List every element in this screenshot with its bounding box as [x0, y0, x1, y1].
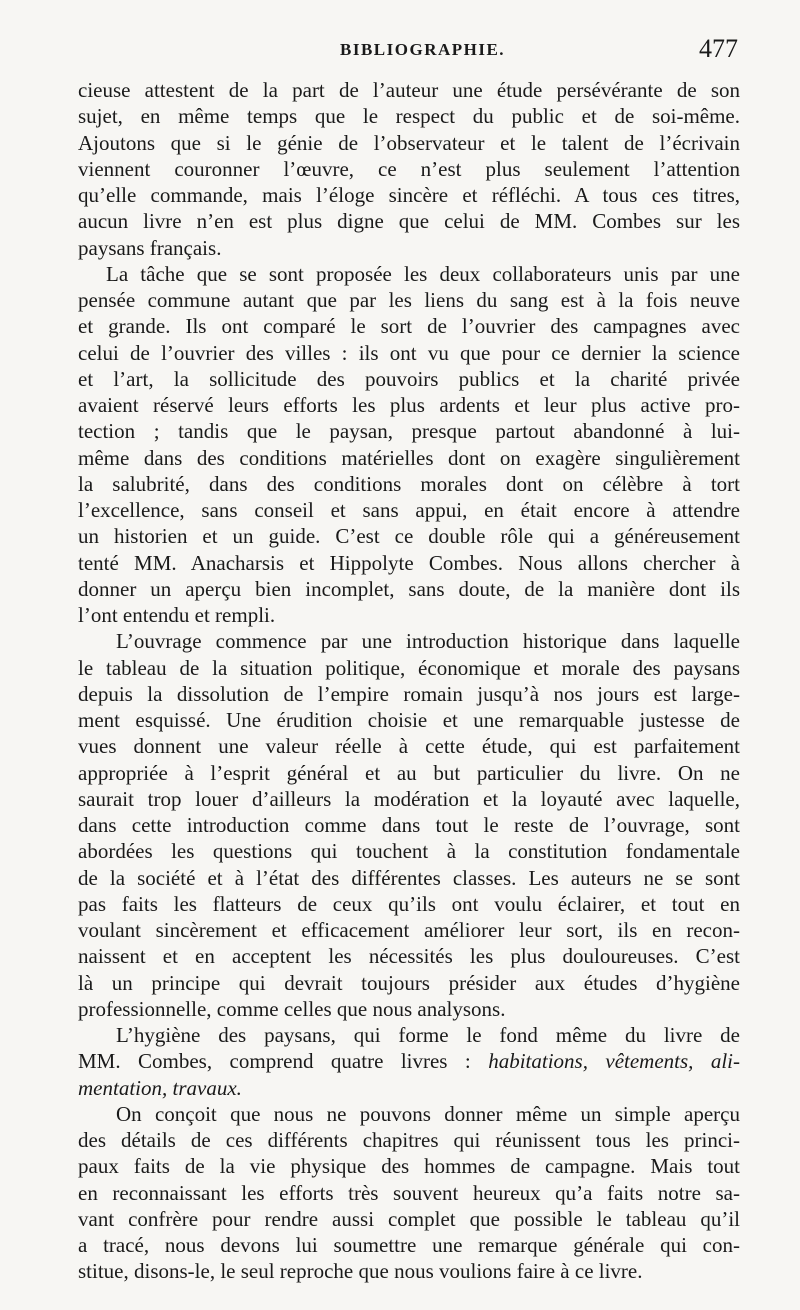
text-line: dans cette introduction comme dans tout le reste de l’ouvrage, sont	[78, 813, 740, 837]
text-line: sujet, en même temps que le respect du public et de soi-même.	[78, 104, 740, 129]
page-header	[78, 30, 738, 70]
text-line: L’hygiène des paysans, qui forme le fond même du livre de	[116, 1023, 740, 1047]
text-line: ment esquissé. Une érudition choisie et une remarquable justesse de	[78, 708, 740, 732]
text-line: des détails de ces différents chapitres qui réunissent tous les princi-	[78, 1128, 740, 1152]
text-line: aucun livre n’en est plus digne que celui de MM. Combes sur les	[78, 209, 740, 234]
text-line: On conçoit que nous ne pouvons donner même un simple aperçu	[116, 1101, 740, 1126]
text-line: celui de l’ouvrier des villes : ils ont vu que pour ce dernier la science	[78, 340, 740, 365]
paragraph	[78, 1022, 740, 1101]
text-line: vant confrère pour rendre aussi complet que possible le tableau qu’il	[78, 1206, 740, 1231]
text-line: en reconnaissant les efforts très souvent heureux qu’a faits notre sa-	[78, 1180, 740, 1205]
text-line: Ajoutons que si le génie de l’observateur et le talent de l’écrivain	[78, 130, 740, 155]
text-line: pas faits les flatteurs de ceux qu’ils ont voulu éclairer, et tout en	[78, 891, 740, 916]
text-line: vues donnent une valeur réelle à cette étude, qui est parfaitement	[78, 734, 740, 759]
text-line: saurait trop louer d’ailleurs la modération et la loyauté avec laquelle,	[78, 786, 740, 811]
text-line: naissent et en acceptent les nécessités les plus douloureuses. C’est	[78, 944, 740, 969]
text-line: et l’art, la sollicitude des pouvoirs publics et la charité privée	[78, 366, 740, 391]
text-line: depuis la dissolution de l’empire romain jusqu’à nos jours est large-	[78, 681, 740, 706]
text-line: stitue, disons-le, le seul reproche que nous voulions faire à ce livre.	[78, 1259, 643, 1284]
text-line: avaient réservé leurs efforts les plus ardents et leur plus active pro-	[78, 393, 740, 417]
text-run: MM. Combes, comprend quatre livres :	[78, 1049, 489, 1074]
paragraph	[78, 1101, 740, 1285]
text-line: L’ouvrage commence par une introduction historique dans laquelle	[116, 629, 740, 654]
text-line: de la société et à l’état des différentes classes. Les auteurs ne se sont	[78, 865, 740, 890]
page-number: 477	[699, 34, 738, 63]
text-line: tenté MM. Anacharsis et Hippolyte Combes. Nous allons chercher à	[78, 550, 740, 575]
text-line: voulant sincèrement et efficacement améliorer leur sort, ils en recon-	[78, 918, 740, 942]
text-line: qu’elle commande, mais l’éloge sincère et réfléchi. A tous ces titres,	[78, 183, 740, 207]
text-line: La tâche que se sont proposée les deux collaborateurs unis par une	[106, 261, 740, 286]
text-line: l’excellence, sans conseil et sans appui, en était encore à attendre	[78, 498, 740, 522]
running-head: BIBLIOGRAPHIE.	[340, 40, 506, 59]
italic-text-run: habitations, vêtements, ali-	[488, 1049, 741, 1074]
text-line: tection ; tandis que le paysan, presque partout abandonné à lui-	[78, 419, 740, 444]
text-line: professionnelle, comme celles que nous analysons.	[78, 996, 506, 1021]
text-line: le tableau de la situation politique, économique et morale des paysans	[78, 655, 740, 680]
paragraph	[78, 261, 740, 629]
text-line: paux faits de la vie physique des hommes de campagne. Mais tout	[78, 1154, 740, 1179]
text-line: cieuse attestent de la part de l’auteur une étude persévérante de son	[78, 78, 740, 102]
paragraph	[78, 77, 740, 261]
text-line: même dans des conditions matérielles dont on exagère singulièrement	[78, 445, 740, 470]
text-line: a tracé, nous devons lui soumettre une remarque générale qui con-	[78, 1233, 740, 1257]
text-line: un historien et un guide. C’est ce double rôle qui a généreusement	[78, 524, 740, 549]
text-line	[78, 1075, 740, 1101]
text-line: viennent couronner l’œuvre, ce n’est plus seulement l’attention	[78, 156, 740, 181]
text-line: paysans français.	[78, 235, 222, 260]
text-line: l’ont entendu et rempli.	[78, 603, 276, 627]
text-line: pensée commune autant que par les liens du sang est à la fois neuve	[78, 288, 740, 312]
body-text	[78, 77, 740, 1285]
text-line	[78, 1048, 740, 1074]
text-line: abordées les questions qui touchent à la constitution fondamentale	[78, 839, 740, 864]
text-line: et grande. Ils ont comparé le sort de l’ouvrier des campagnes avec	[78, 314, 740, 339]
italic-text-run: mentation, travaux.	[78, 1075, 242, 1100]
text-line: appropriée à l’esprit général et au but particulier du livre. On ne	[78, 760, 740, 785]
paragraph	[78, 628, 740, 1022]
text-line: là un principe qui devrait toujours présider aux études d’hygiène	[78, 970, 740, 995]
text-line: la salubrité, dans des conditions morales dont on célèbre à tort	[78, 471, 740, 496]
text-line: donner un aperçu bien incomplet, sans doute, de la manière dont ils	[78, 576, 740, 601]
